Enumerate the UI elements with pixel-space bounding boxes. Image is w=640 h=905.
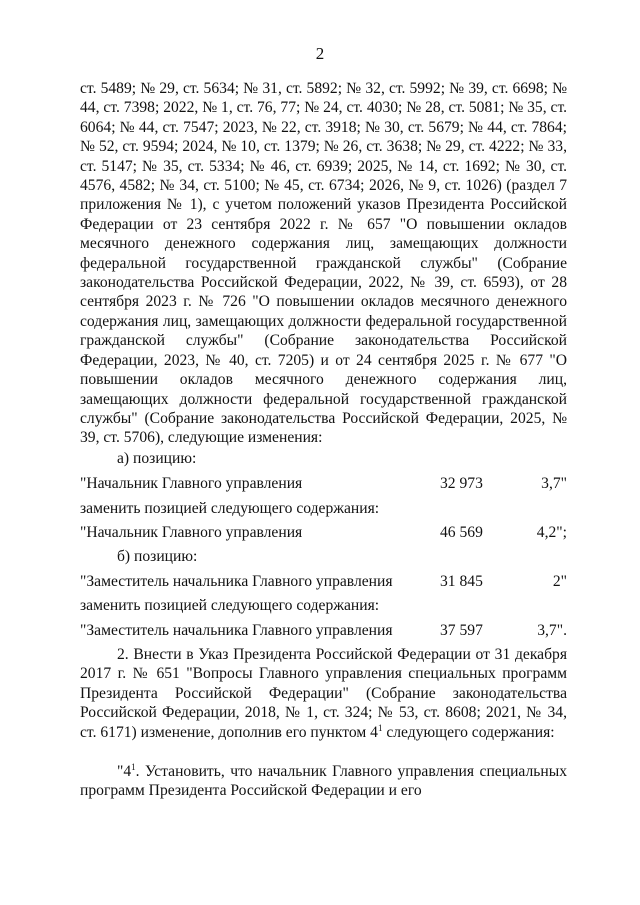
position-coefficient: 4,2";: [536, 524, 567, 541]
position-salary: 46 569: [440, 524, 483, 541]
position-a-new: [80, 523, 567, 543]
position-coefficient: 3,7".: [537, 622, 567, 639]
superscript: 1: [131, 762, 136, 772]
item-b-label: б) позицию:: [117, 548, 198, 565]
position-a-old: [80, 474, 567, 494]
position-salary: 31 845: [440, 573, 483, 590]
position-name: "Начальник Главного управления: [80, 524, 303, 541]
item-a-replace-text: заменить позицией следующего содержания:: [80, 500, 380, 517]
position-name: "Заместитель начальника Главного управления: [80, 573, 393, 590]
position-b-new: [80, 621, 567, 641]
intro-paragraph: ст. 5489; № 29, ст. 5634; № 31, ст. 5892; № 32, ст. 5992; № 39, ст. 6698; № 44, ст. 7398; 2022, № 1, ст. 76, 77; № 24, ст. 4030; № 28, ст. 5081; № 35, ст. 6064; № 44, ст. 7547; 2023, № 22, ст. 3918; № 30, ст. 5679; № 44, ст. 7864; № 52, ст. 9594; 2024, № 10, ст. 1379; № 26, ст. 3638; № 29, ст. 4222; № 33, ст. 5147; № 35, ст. 5334; № 46, ст. 6939; 2025, № 14, ст. 1692; № 30, ст. 4576, 4582; № 34, ст. 5100; № 45, ст. 6734; 2026, № 9, ст. 1026) (раздел 7 приложения № 1), с учетом положений указов Президента Российской Федерации от 23 сентября 2022 г. № 657 "О повышении окладов месячного денежного содержания лиц, замещающих должности федеральной государственной гражданской службы" (Собрание законодательства Российской Федерации, 2022, № 39, ст. 6593), от 28 сентября 2023 г. № 726 "О повышении окладов месячного денежного содержания лиц, замещающих должности федеральной государственной гражданской службы" (Собрание законодательства Российской Федерации, 2023, № 40, ст. 7205) и от 24 сентября 2025 г. № 677 "О повышении окладов месячного денежного содержания лиц, замещающих должности федеральной государственной гражданской службы" (Собрание законодательства Российской Федерации, 2025, № 39, ст. 5706), следующие изменения:: [80, 80, 567, 447]
position-name: "Начальник Главного управления: [80, 475, 303, 492]
paragraph-3-text: . Установить, что начальник Главного управления специальных программ Президента Российской Федерации и его: [80, 763, 567, 800]
paragraph-2-tail: следующего содержания:: [382, 723, 555, 741]
position-name: "Заместитель начальника Главного управления: [80, 622, 393, 639]
position-salary: 32 973: [440, 475, 483, 492]
page-number: 2: [315, 44, 325, 63]
paragraph-3-lead: "4: [117, 763, 132, 780]
superscript: 1: [377, 722, 383, 733]
item-a-label: а) позицию:: [117, 450, 197, 467]
position-salary: 37 597: [440, 622, 483, 639]
position-b-old: [80, 572, 567, 592]
position-coefficient: 2": [552, 573, 567, 590]
paragraph-2-text: 2. Внести в Указ Президента Российской Федерации от 31 декабря 2017 г. № 651 "Вопросы Главного управления специальных программ Президента Российской Федерации" (Собрание законодательства Российской Федерации, 2018, № 1, ст. 324; № 53, ст. 8608; 2021, № 34, ст. 6171) изменение, дополнив его пунктом 4: [80, 646, 567, 741]
paragraph-3: [80, 762, 567, 801]
position-coefficient: 3,7": [541, 475, 567, 492]
paragraph-2: [80, 645, 567, 742]
item-b-replace-text: заменить позицией следующего содержания:: [80, 597, 380, 614]
